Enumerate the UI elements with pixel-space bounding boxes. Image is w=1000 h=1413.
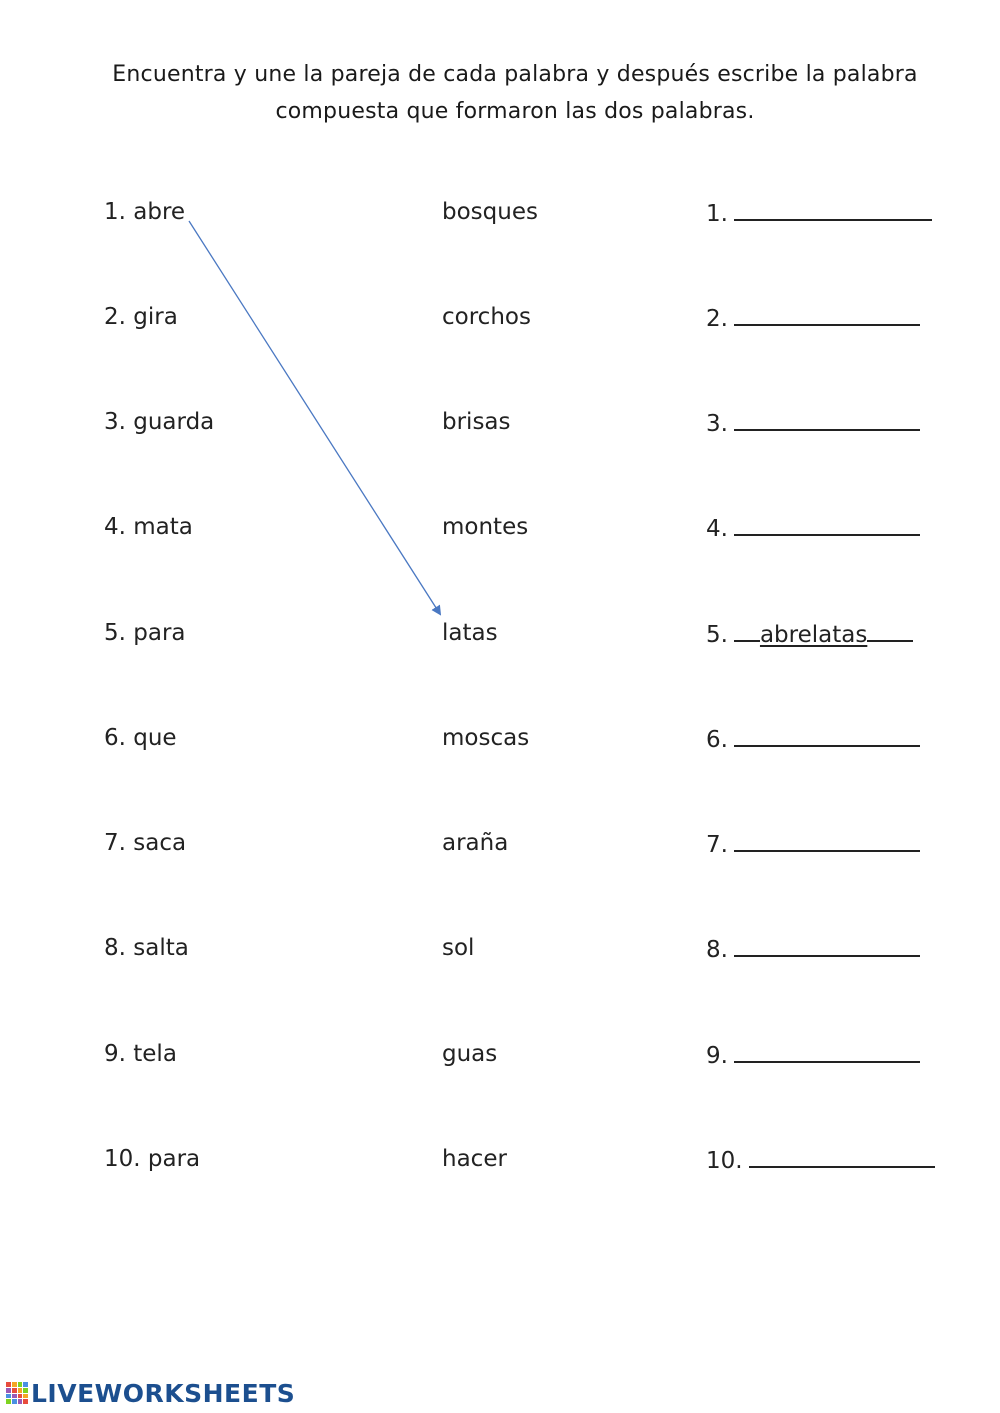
left-word-7[interactable]: 7. saca	[104, 830, 187, 856]
instructions-line-1: Encuentra y une la pareja de cada palabra y después escribe la palabra	[112, 62, 918, 87]
brand-name: LIVEWORKSHEETS	[31, 1378, 296, 1408]
liveworksheets-logo-icon	[6, 1382, 28, 1404]
answer-number: 1.	[706, 201, 728, 227]
right-word-7[interactable]: araña	[442, 830, 509, 856]
left-word-2[interactable]: 2. gira	[104, 304, 178, 330]
left-word-10[interactable]: 10. para	[104, 1146, 201, 1172]
right-word-1[interactable]: bosques	[442, 199, 538, 225]
left-word-5[interactable]: 5. para	[104, 620, 186, 646]
left-word-1[interactable]: 1. abre	[104, 199, 186, 225]
answer-number: 10.	[706, 1148, 743, 1174]
instructions-line-2: compuesta que formaron las dos palabras.	[275, 99, 755, 124]
answer-field-5[interactable]: abrelatas	[759, 622, 868, 648]
right-word-6[interactable]: moscas	[442, 725, 530, 751]
answer-number: 8.	[706, 937, 728, 963]
footer-brand	[6, 1377, 295, 1409]
arrow-line	[189, 221, 440, 614]
right-word-8[interactable]: sol	[442, 935, 475, 961]
left-word-6[interactable]: 6. que	[104, 725, 177, 751]
left-word-9[interactable]: 9. tela	[104, 1041, 177, 1067]
answer-number: 9.	[706, 1043, 728, 1069]
answer-number: 4.	[706, 516, 728, 542]
right-word-2[interactable]: corchos	[442, 304, 531, 330]
left-word-4[interactable]: 4. mata	[104, 514, 193, 540]
right-word-5[interactable]: latas	[442, 620, 498, 646]
right-word-9[interactable]: guas	[442, 1041, 498, 1067]
answer-number: 3.	[706, 411, 728, 437]
answer-number: 2.	[706, 306, 728, 332]
answer-number: 6.	[706, 727, 728, 753]
left-word-3[interactable]: 3. guarda	[104, 409, 215, 435]
answer-number: 7.	[706, 832, 728, 858]
right-word-10[interactable]: hacer	[442, 1146, 507, 1172]
right-word-4[interactable]: montes	[442, 514, 529, 540]
right-word-3[interactable]: brisas	[442, 409, 511, 435]
left-word-8[interactable]: 8. salta	[104, 935, 189, 961]
answer-number: 5.	[706, 622, 728, 648]
